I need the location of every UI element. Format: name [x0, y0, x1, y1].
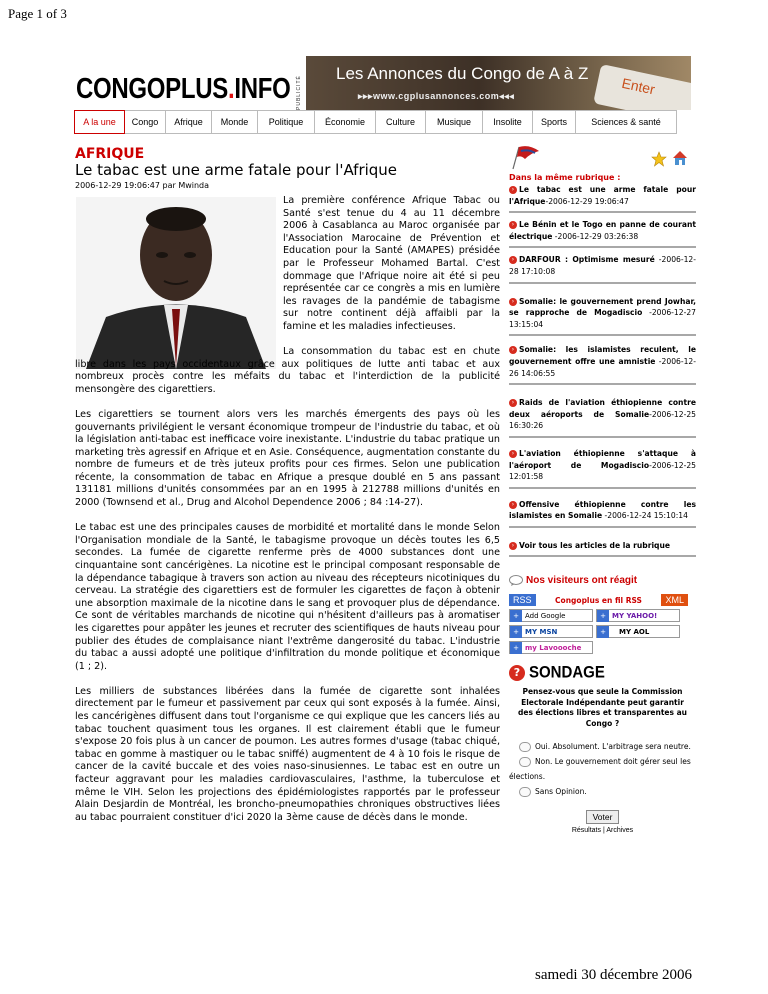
poll-links-separator: | [602, 827, 605, 835]
sondage-header [509, 664, 696, 681]
rss-button[interactable]: RSS [509, 594, 536, 606]
speech-bubble-icon [509, 575, 523, 586]
radio-button[interactable] [519, 742, 531, 752]
sidebar-item-date: -2006-12-26 14:06:55 [509, 356, 697, 378]
my-yahoo-label: MY YAHOO! [612, 611, 658, 620]
plus-icon: + [510, 610, 522, 622]
feed-buttons [509, 609, 696, 654]
my-msn-label: MY MSN [525, 627, 558, 636]
poll-option[interactable] [509, 754, 696, 784]
sidebar-item-date: -2006-12-27 13:15:04 [509, 308, 696, 329]
sidebar-item[interactable] [509, 397, 696, 438]
nav-politique[interactable]: Politique [258, 110, 315, 134]
article-paragraph: La consommation du tabac est en chute libre dans les pays occidentaux grâce aux politiques de lutte anti tabac et aux nombreux procès contre les méfaits du tabac et l'interdiction de la publicité mensongère des cigarettiers. [75, 346, 500, 395]
xml-button[interactable]: XML [661, 594, 688, 606]
vote-button[interactable]: Voter [586, 810, 620, 824]
radio-button[interactable] [519, 757, 531, 767]
photo-float-spacer [75, 195, 273, 350]
my-aol-label: MY AOL [619, 627, 650, 636]
my-msn-button[interactable] [509, 625, 593, 638]
site-logo[interactable] [76, 73, 291, 107]
sidebar-item-title[interactable]: DARFOUR : Optimisme mesuré [519, 255, 655, 265]
sidebar-item-title[interactable]: Somalie: le gouvernement prend Jowhar, se rapproche de Mogadiscio [509, 296, 696, 318]
nav-afrique[interactable]: Afrique [166, 110, 212, 134]
poll-options [509, 739, 696, 799]
sidebar-item[interactable] [509, 254, 696, 283]
plus-icon: + [510, 642, 522, 654]
enter-key-label: Enter [620, 74, 657, 98]
arrow-icon: › [509, 399, 517, 407]
sidebar-item-date: -2006-12-29 19:06:47 [545, 196, 629, 206]
sidebar-item-title[interactable]: Offensive éthiopienne contre les islamistes en Somalie [509, 499, 696, 521]
main-nav [74, 110, 677, 134]
poll-option[interactable] [509, 739, 696, 754]
my-aol-button[interactable] [596, 625, 680, 638]
poll-option-label: Sans Opinion. [535, 787, 587, 797]
article-paragraph: Le tabac est une des principales causes de morbidité et mortalité dans le monde Selon l'Organisation mondiale de la Santé, le tabagisme provoque un décès toutes les 6,5 secondes. La fumée de cigarette renferme près de 4000 substances dont une cinquantaine sont cancérigènes. La nicotine est le principal composant responsable de la dépendance tabagique à travers son action au niveau des récepteurs nicotiniques du cerveau. La stratégie des cigarettiers est de formuler les cigarettes de façon à obtenir une absorption maximale de la nicotine dans le sang et provoquer plus de dépendance. Ce sont de véritables marchands de nicotine qui n'hésitent d'ailleurs pas à aromatiser les cigarettes pour appâter les jeunes et recruter des scientifiques de hauts niveau pour publier des études de complaisance niant l'extrême dangerosité du tabac. L'industrie du tabac a aussi adopté une politique d'infiltration du monde politique et économique (1 ; 2). [75, 522, 500, 672]
sidebar-item[interactable] [509, 344, 696, 385]
banner-title: Les Annonces du Congo de A à Z [336, 64, 589, 83]
question-icon: ? [509, 665, 525, 681]
nav-musique[interactable]: Musique [426, 110, 483, 134]
sidebar-item-date: -2006-12-25 12:01:58 [509, 460, 696, 482]
favorite-star-icon[interactable] [651, 151, 667, 167]
sidebar-item-date: -2006-12-29 03:26:38 [552, 231, 639, 241]
visitors-heading[interactable] [509, 575, 696, 586]
poll-option-label: Non. Le gouvernement doit gérer seul les élections. [509, 757, 691, 782]
flag-icon [509, 145, 543, 171]
sidebar-item[interactable] [509, 296, 696, 337]
poll-links [509, 827, 696, 834]
logo-part2: INFO [234, 73, 291, 106]
nav-congo[interactable]: Congo [125, 110, 166, 134]
arrow-icon: › [509, 221, 517, 229]
sidebar-item[interactable] [509, 448, 696, 489]
article-paragraph: Les cigarettiers se tournent alors vers les marchés émergents des pays où les gouvernants privilégient le versant économique trompeur de l'industrie du tabac, et où la législation anti-tabac est inefficace voire inexistante. L'industrie du tabac pratique un marketing très agressif en Afrique et en Asie. Conséquence, augmentation constante du nombre de fumeurs et de très juteux profits pour ces firmes. Selon une publication récente, la consommation de tabac en Afrique a presque doublé en 5 ans passant 131181 millions d'unités consommées par an en 1995 à 212788 millions d'unités en 2000 (Townsend et al., Drug and Alcohol Dependence 2006 ; 84 :14-27). [75, 408, 500, 509]
add-google-label: Add Google [525, 611, 566, 620]
nav-monde[interactable]: Monde [212, 110, 258, 134]
home-icon[interactable] [671, 149, 689, 167]
my-lavoooche-label: my Lavoooche [525, 643, 582, 652]
all-articles-label[interactable]: Voir tous les articles de la rubrique [519, 540, 671, 550]
sidebar-item-title[interactable]: L'aviation éthiopienne s'attaque à l'aéroport de Mogadiscio [509, 448, 696, 470]
poll-question: Pensez-vous que seule la Commission Electorale Indépendante peut garantir des élections libres et transparentes au Congo ? [518, 687, 687, 728]
visitors-label: Nos visiteurs ont réagit [526, 575, 638, 587]
sidebar-item-title[interactable]: Somalie: les islamistes reculent, le gouvernement offre une amnistie [509, 345, 696, 366]
archives-link[interactable]: Archives [606, 827, 634, 835]
logo-dot: . [227, 73, 235, 106]
results-link[interactable]: Résultats [571, 827, 601, 835]
sidebar [509, 145, 696, 834]
vote-row [509, 805, 696, 824]
publicite-label: PUBLICITÉ [296, 75, 302, 110]
ad-banner[interactable] [306, 56, 691, 110]
poll-option[interactable] [509, 784, 696, 799]
sidebar-item-date: -2006-12-25 16:30:26 [509, 409, 696, 431]
arrow-icon: › [509, 346, 517, 354]
sidebar-item-title[interactable]: Raids de l'aviation éthiopienne contre deux aéroports de Somalie [509, 398, 696, 419]
nav-sciences-sante[interactable]: Sciences & santé [576, 110, 677, 134]
article-title: Le tabac est une arme fatale pour l'Afrique [75, 161, 398, 179]
plus-icon: + [597, 626, 609, 638]
article-body [75, 195, 500, 837]
arrow-icon: › [509, 186, 517, 194]
page-number: Page 1 of 3 [8, 6, 67, 21]
nav-a-la-une[interactable]: A la une [74, 110, 125, 134]
sidebar-item-date: -2006-12-28 17:10:08 [509, 255, 696, 276]
plus-icon: + [597, 610, 609, 622]
sidebar-item[interactable] [509, 184, 696, 213]
sondage-title: SONDAGE [529, 663, 605, 683]
rss-row [509, 594, 696, 606]
sidebar-item[interactable] [509, 499, 696, 528]
sidebar-heading: Dans la même rubrique : [509, 173, 621, 182]
logo-part1: CONGOPLUS [76, 73, 228, 106]
arrow-icon: › [509, 256, 517, 264]
sidebar-item-date: -2006-12-24 15:10:14 [602, 511, 688, 521]
nav-culture[interactable]: Culture [376, 110, 426, 134]
article-byline: 2006-12-29 19:06:47 par Mwinda [75, 181, 210, 190]
footer-date: samedi 30 décembre 2006 [535, 967, 693, 983]
sidebar-top [509, 145, 696, 175]
section-label: AFRIQUE [75, 146, 145, 162]
banner-url: ▸▸▸www.cgplusannonces.com◂◂◂ [358, 91, 515, 101]
poll-option-label: Oui. Absolument. L'arbitrage sera neutre. [535, 742, 691, 752]
enter-key-graphic [593, 64, 691, 110]
arrow-icon: › [509, 542, 517, 550]
radio-button[interactable] [519, 787, 531, 797]
arrow-icon: › [509, 450, 517, 458]
sidebar-item-title[interactable]: Le tabac est une arme fatale pour l'Afrique [509, 185, 696, 206]
arrow-icon: › [509, 298, 517, 306]
arrow-icon: › [509, 501, 517, 509]
sidebar-item-title[interactable]: Le Bénin et le Togo en panne de courant électrique [509, 220, 696, 241]
sidebar-item[interactable] [509, 219, 696, 248]
plus-icon: + [510, 626, 522, 638]
all-articles-link[interactable] [509, 540, 696, 558]
article-paragraph: La première conférence Afrique Tabac ou Santé s'est tenue du 4 au 11 décembre 2006 à Casablanca au Maroc organisée par l'Association Marocaine de Prévention et Education pour la Santé (AMAPES) présidée par le Professeur Mohamed Bartal. C'est dommage que l'Afrique noire ait été si peu représentée car ce congrès a mis en lumière les ravages de la pandémie de tabagisme sur notre continent déjà affaibli par la famine et les maladies infectieuses. [283, 195, 500, 332]
add-google-button[interactable] [509, 609, 593, 622]
nav-insolite[interactable]: Insolite [483, 110, 533, 134]
article-paragraph: Les milliers de substances libérées dans la fumée de cigarette sont inhalées directement par le fumeur et passivement par ceux qui sont exposés à la fumée. Ainsi, les cancérigènes diffusent dans tout l'organisme ce qui explique que les cancers liés au tabac touchent quasiment tous les organes. Il est clairement établi que le fumeur s'expose 20 fois plus à un cancer de poumon. Les autres formes d'usage (tabac chiqué, tabac en gomme à mastiquer ou le tabac sniffé) augmentent de 4 à 10 fois le risque de cancer de la cavité buccale et des voies naso-sinusiennes. Le tabac est en outre un facteur aggravant pour les maladies cardiovasculaires, l'asthme, la tuberculose et même le VIH. Selon les projections des épidémiologistes rapportés par le professeur Alain Desjardin de Montréal, les broncho-pneumopathies chroniques obstructives liées au tabac pourraient constituer d'ici 2020 la 3ème cause de décès dans le monde. [75, 685, 500, 823]
nav-economie[interactable]: Économie [315, 110, 376, 134]
my-lavoooche-button[interactable] [509, 641, 593, 654]
nav-sports[interactable]: Sports [533, 110, 576, 134]
rss-text[interactable]: Congoplus en fil RSS [555, 595, 642, 605]
my-yahoo-button[interactable] [596, 609, 680, 622]
